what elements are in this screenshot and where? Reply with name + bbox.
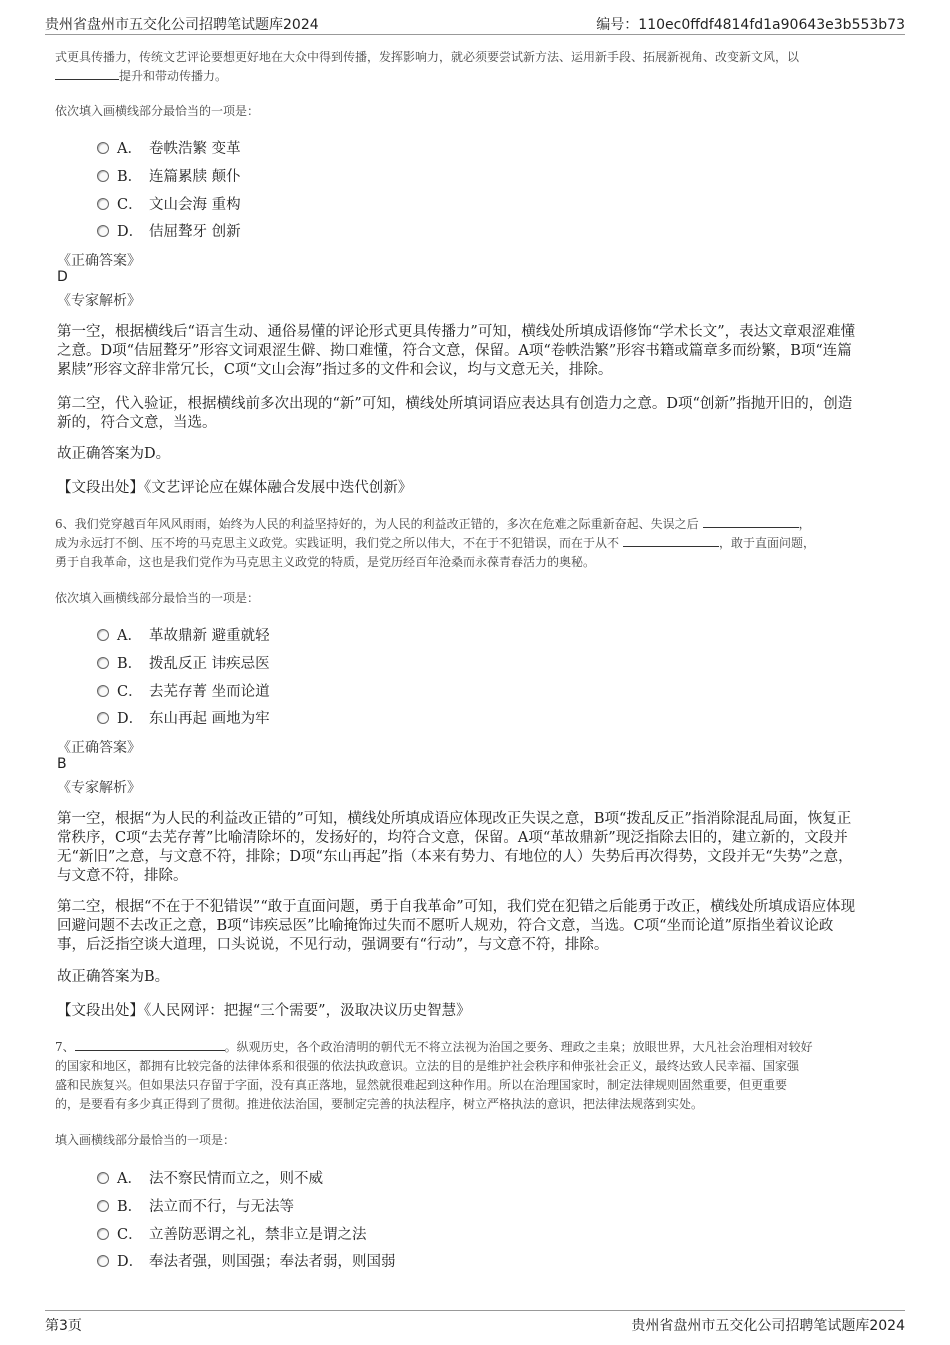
radio-icon[interactable] xyxy=(97,1172,109,1184)
radio-icon[interactable] xyxy=(97,198,109,210)
q6-analysis-label: 《专家解析》 xyxy=(57,780,141,796)
q6-analysis-p2: 第二空，根据“不在于不犯错误”“敢于直面问题，勇于自我革命”可知，我们党在犯错之后能勇于改正，横线处所填成语应体现 回避问题不去改正之意，B项“讳疾忌医”比喻掩饰过失而不愿听人规劝，符合文意，当选。C项“坐而论道”原指坐着议论政 事，后泛指空谈大道理，口头说说，不见行动，强调要有“行动”，与文意不符，排除。 xyxy=(57,899,856,953)
q5-stem-line2: 提升和带动传播力。 xyxy=(55,67,905,86)
q6-conclusion: 故正确答案为B。 xyxy=(57,969,170,985)
radio-icon[interactable] xyxy=(97,629,109,641)
q5-analysis-p1: 第一空，根据横线后“语言生动、通俗易懂的评论形式更具传播力”可知，横线处所填成语修饰“学术长文”，表达文章艰涩难懂 之意。D项“佶屈聱牙”形容文词艰涩生僻、拗口难懂，符合文意，保留。A项“卷帙浩繁”形容书籍或篇章多而纷繁，B项“连篇 累牍”形容文辞非常冗长，C项“文山会海”指过多的文件和会议，均与文意无关，排除。 xyxy=(57,324,856,378)
radio-icon[interactable] xyxy=(97,1200,109,1212)
q7-stem: 7、 。纵观历史，各个政治清明的朝代无不将立法视为治国之要务、理政之圭臬；放眼世界，大凡社会治理相对较好 的国家和地区，都拥有比较完备的法律体系和很强的依法执政意识。立法的目的是维护社会秩序和伸张社会正义，最终达致人民幸福、国家强 盛和民族复兴。但如果法只存留于字面，没有真正落地，显然就很难起到这种作用。所以在治理国家时，制定法律规则固然重要，但更重要 的，是要看有多少真正得到了贯彻。推进依法治国，要制定完善的执法程序，树立严格执法的意识，把法律法规落到实处。 xyxy=(55,1040,813,1111)
q7-option-c[interactable]: C． 立善防恶谓之礼，禁非立是谓之法 xyxy=(97,1223,367,1243)
radio-icon[interactable] xyxy=(97,712,109,724)
q6-option-b[interactable]: B． 拨乱反正 讳疾忌医 xyxy=(97,652,270,672)
radio-icon[interactable] xyxy=(97,225,109,237)
fill-blank xyxy=(703,515,799,528)
radio-icon[interactable] xyxy=(97,657,109,669)
q6-option-a[interactable]: A． 革故鼎新 避重就轻 xyxy=(97,624,270,644)
q5-analysis-label: 《专家解析》 xyxy=(57,293,141,309)
q5-option-a[interactable]: A． 卷帙浩繁 变革 xyxy=(97,137,241,157)
q6-analysis-p1: 第一空，根据“为人民的利益改正错的”可知，横线处所填成语应体现改正失误之意，B项“拨乱反正”指消除混乱局面，恢复正 常秩序，C项“去芜存菁”比喻清除坏的，发扬好的，均符合文意，保留。A项“革故鼎新”现泛指除去旧的，建立新的，文段并 无“新旧”之意，与文意不符，排除；D项“东山再起”指（本来有势力、有地位的人）失势后再次得势，文段并无“失势”之意， 与文意不符，排除。 xyxy=(57,811,853,884)
footer-title: 贵州省盘州市五交化公司招聘笔试题库2024 xyxy=(631,1318,905,1334)
radio-icon[interactable] xyxy=(97,1228,109,1240)
q5-option-b[interactable]: B． 连篇累牍 颠仆 xyxy=(97,165,241,185)
q6-answer: B xyxy=(57,756,67,772)
q5-stem-line1: 式更具传播力，传统文艺评论要想更好地在大众中得到传播，发挥影响力，就必须要尝试新方法、运用新手段、拓展新视角、改变新文风，以 xyxy=(55,50,800,64)
q5-prompt: 依次填入画横线部分最恰当的一项是： xyxy=(55,104,260,118)
q7-option-d[interactable]: D． 奉法者强，则国强；奉法者弱，则国弱 xyxy=(97,1250,396,1270)
document-id: 编号：110ec0ffdf4814fd1a90643e3b553b73 xyxy=(596,17,905,33)
q6-source: 【文段出处】《人民网评：把握“三个需要”，汲取决议历史智慧》 xyxy=(57,1003,471,1019)
q6-stem: 6、我们党穿越百年风风雨雨，始终为人民的利益坚持好的，为人民的利益改正错的，多次在危难之际重新奋起、失误之后 ， 成为永远打不倒、压不垮的马克思主义政党。实践证明，我们党之所以伟大，不在于不犯错误，而在于从不 ，敢于直面问题， 勇于自我革命，这也是我们党作为马克思主义政党的特质，是党历经百年沧桑而永葆青春活力的奥秘。 xyxy=(55,517,816,569)
page-footer xyxy=(45,1310,905,1335)
q5-conclusion: 故正确答案为D。 xyxy=(57,446,171,462)
q5-source: 【文段出处】《文艺评论应在媒体融合发展中迭代创新》 xyxy=(57,480,413,496)
q5-answer: D xyxy=(57,269,68,285)
q7-prompt: 填入画横线部分最恰当的一项是： xyxy=(55,1133,236,1147)
radio-icon[interactable] xyxy=(97,1255,109,1267)
header-title: 贵州省盘州市五交化公司招聘笔试题库2024 xyxy=(45,17,319,33)
fill-blank xyxy=(75,1038,225,1051)
fill-blank xyxy=(55,67,119,80)
q5-answer-label: 《正确答案》 xyxy=(57,253,141,269)
q6-option-d[interactable]: D． 东山再起 画地为牢 xyxy=(97,707,270,727)
page-header xyxy=(45,12,905,35)
q5-option-d[interactable]: D． 佶屈聱牙 创新 xyxy=(97,220,241,240)
radio-icon[interactable] xyxy=(97,685,109,697)
q5-option-c[interactable]: C． 文山会海 重构 xyxy=(97,193,241,213)
radio-icon[interactable] xyxy=(97,142,109,154)
q5-analysis-p2: 第二空，代入验证，根据横线前多次出现的“新”可知，横线处所填词语应表达具有创造力之意。D项“创新”指抛开旧的，创造 新的，符合文意，当选。 xyxy=(57,396,853,431)
q6-option-c[interactable]: C． 去芜存菁 坐而论道 xyxy=(97,680,270,700)
q7-option-a[interactable]: A． 法不察民情而立之，则不威 xyxy=(97,1167,323,1187)
q6-prompt: 依次填入画横线部分最恰当的一项是： xyxy=(55,591,260,605)
q6-answer-label: 《正确答案》 xyxy=(57,740,141,756)
fill-blank xyxy=(623,534,719,547)
page-number: 第3页 xyxy=(45,1318,82,1334)
q5-stem xyxy=(55,48,905,86)
radio-icon[interactable] xyxy=(97,170,109,182)
q7-option-b[interactable]: B． 法立而不行，与无法等 xyxy=(97,1195,294,1215)
